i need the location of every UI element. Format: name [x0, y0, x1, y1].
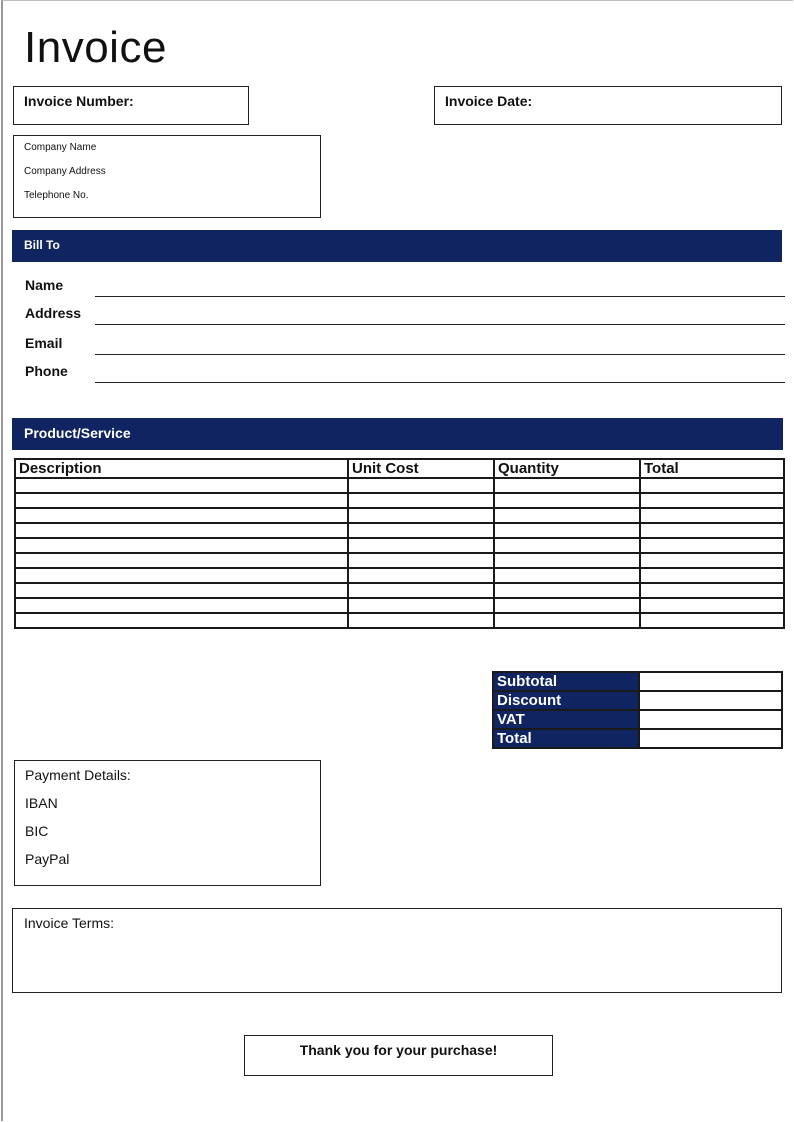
- total-value[interactable]: [639, 729, 782, 748]
- invoice-terms-box[interactable]: [12, 908, 782, 993]
- item-total-cell[interactable]: [640, 493, 784, 508]
- item-total-cell[interactable]: [640, 538, 784, 553]
- items-table: [14, 458, 785, 629]
- table-row: [15, 613, 784, 628]
- company-info-box[interactable]: [13, 135, 321, 218]
- item-description-cell[interactable]: [15, 613, 348, 628]
- subtotal-value[interactable]: [639, 672, 782, 691]
- item-description-cell[interactable]: [15, 553, 348, 568]
- totals-table: [492, 671, 783, 749]
- item-unit-cost-cell[interactable]: [348, 538, 494, 553]
- bill-to-name-line[interactable]: [95, 296, 785, 297]
- bill-to-email-label: Email: [25, 335, 63, 351]
- bill-to-name-label: Name: [25, 277, 64, 293]
- discount-value[interactable]: [639, 691, 782, 710]
- totals-row: [493, 729, 782, 748]
- payment-details-title: Payment Details:: [25, 767, 131, 783]
- item-description-cell[interactable]: [15, 538, 348, 553]
- item-quantity-cell[interactable]: [494, 553, 640, 568]
- table-row: [15, 538, 784, 553]
- totals-row: [493, 672, 782, 691]
- item-quantity-cell[interactable]: [494, 583, 640, 598]
- bill-to-address-row[interactable]: [25, 305, 785, 327]
- subtotal-label: Subtotal: [493, 672, 639, 691]
- payment-paypal: PayPal: [25, 851, 70, 867]
- bill-to-address-label: Address: [25, 305, 82, 321]
- item-unit-cost-cell[interactable]: [348, 553, 494, 568]
- item-description-cell[interactable]: [15, 493, 348, 508]
- col-unit-cost: Unit Cost: [348, 459, 494, 478]
- item-description-cell[interactable]: [15, 568, 348, 583]
- bill-to-name-row[interactable]: [25, 277, 785, 299]
- bill-to-phone-row[interactable]: [25, 363, 785, 385]
- item-unit-cost-cell[interactable]: [348, 613, 494, 628]
- bill-to-email-line[interactable]: [95, 354, 785, 355]
- table-row: [15, 553, 784, 568]
- thank-you-message: Thank you for your purchase!: [299, 1042, 498, 1058]
- item-unit-cost-cell[interactable]: [348, 568, 494, 583]
- table-row: [15, 478, 784, 493]
- item-total-cell[interactable]: [640, 613, 784, 628]
- bill-to-phone-line[interactable]: [95, 382, 785, 383]
- company-telephone: Telephone No.: [24, 190, 89, 201]
- vat-label: VAT: [493, 710, 639, 729]
- bill-to-header: Bill To: [12, 230, 782, 262]
- thank-you-box: [244, 1035, 553, 1076]
- invoice-number-label: Invoice Number:: [24, 93, 134, 109]
- item-description-cell[interactable]: [15, 583, 348, 598]
- invoice-date-label: Invoice Date:: [445, 93, 533, 109]
- totals-row: [493, 710, 782, 729]
- item-quantity-cell[interactable]: [494, 568, 640, 583]
- item-quantity-cell[interactable]: [494, 478, 640, 493]
- table-row: [15, 568, 784, 583]
- table-row: [15, 598, 784, 613]
- item-unit-cost-cell[interactable]: [348, 478, 494, 493]
- bill-to-address-line[interactable]: [95, 324, 785, 325]
- payment-bic: BIC: [25, 823, 49, 839]
- product-service-header: Product/Service: [12, 418, 783, 450]
- item-description-cell[interactable]: [15, 478, 348, 493]
- payment-details-box[interactable]: [14, 760, 321, 886]
- item-total-cell[interactable]: [640, 568, 784, 583]
- items-header-row: [15, 459, 784, 478]
- invoice-terms-title: Invoice Terms:: [24, 915, 114, 931]
- page-title: Invoice: [24, 23, 167, 72]
- item-quantity-cell[interactable]: [494, 538, 640, 553]
- item-description-cell[interactable]: [15, 508, 348, 523]
- item-unit-cost-cell[interactable]: [348, 508, 494, 523]
- table-row: [15, 508, 784, 523]
- bill-to-email-row[interactable]: [25, 335, 785, 357]
- item-unit-cost-cell[interactable]: [348, 583, 494, 598]
- item-quantity-cell[interactable]: [494, 598, 640, 613]
- item-total-cell[interactable]: [640, 553, 784, 568]
- item-total-cell[interactable]: [640, 508, 784, 523]
- col-description: Description: [15, 459, 348, 478]
- item-total-cell[interactable]: [640, 598, 784, 613]
- table-row: [15, 523, 784, 538]
- item-quantity-cell[interactable]: [494, 523, 640, 538]
- item-unit-cost-cell[interactable]: [348, 493, 494, 508]
- col-quantity: Quantity: [494, 459, 640, 478]
- item-quantity-cell[interactable]: [494, 508, 640, 523]
- item-quantity-cell[interactable]: [494, 493, 640, 508]
- item-unit-cost-cell[interactable]: [348, 598, 494, 613]
- item-unit-cost-cell[interactable]: [348, 523, 494, 538]
- item-total-cell[interactable]: [640, 478, 784, 493]
- invoice-number-field[interactable]: [13, 86, 249, 125]
- table-row: [15, 493, 784, 508]
- item-total-cell[interactable]: [640, 583, 784, 598]
- item-total-cell[interactable]: [640, 523, 784, 538]
- company-name: Company Name: [24, 142, 97, 153]
- totals-row: [493, 691, 782, 710]
- col-total: Total: [640, 459, 784, 478]
- invoice-date-field[interactable]: [434, 86, 782, 125]
- discount-label: Discount: [493, 691, 639, 710]
- table-row: [15, 583, 784, 598]
- item-description-cell[interactable]: [15, 523, 348, 538]
- bill-to-phone-label: Phone: [25, 363, 68, 379]
- item-description-cell[interactable]: [15, 598, 348, 613]
- payment-iban: IBAN: [25, 795, 58, 811]
- company-address: Company Address: [24, 166, 106, 177]
- vat-value[interactable]: [639, 710, 782, 729]
- item-quantity-cell[interactable]: [494, 613, 640, 628]
- total-label: Total: [493, 729, 639, 748]
